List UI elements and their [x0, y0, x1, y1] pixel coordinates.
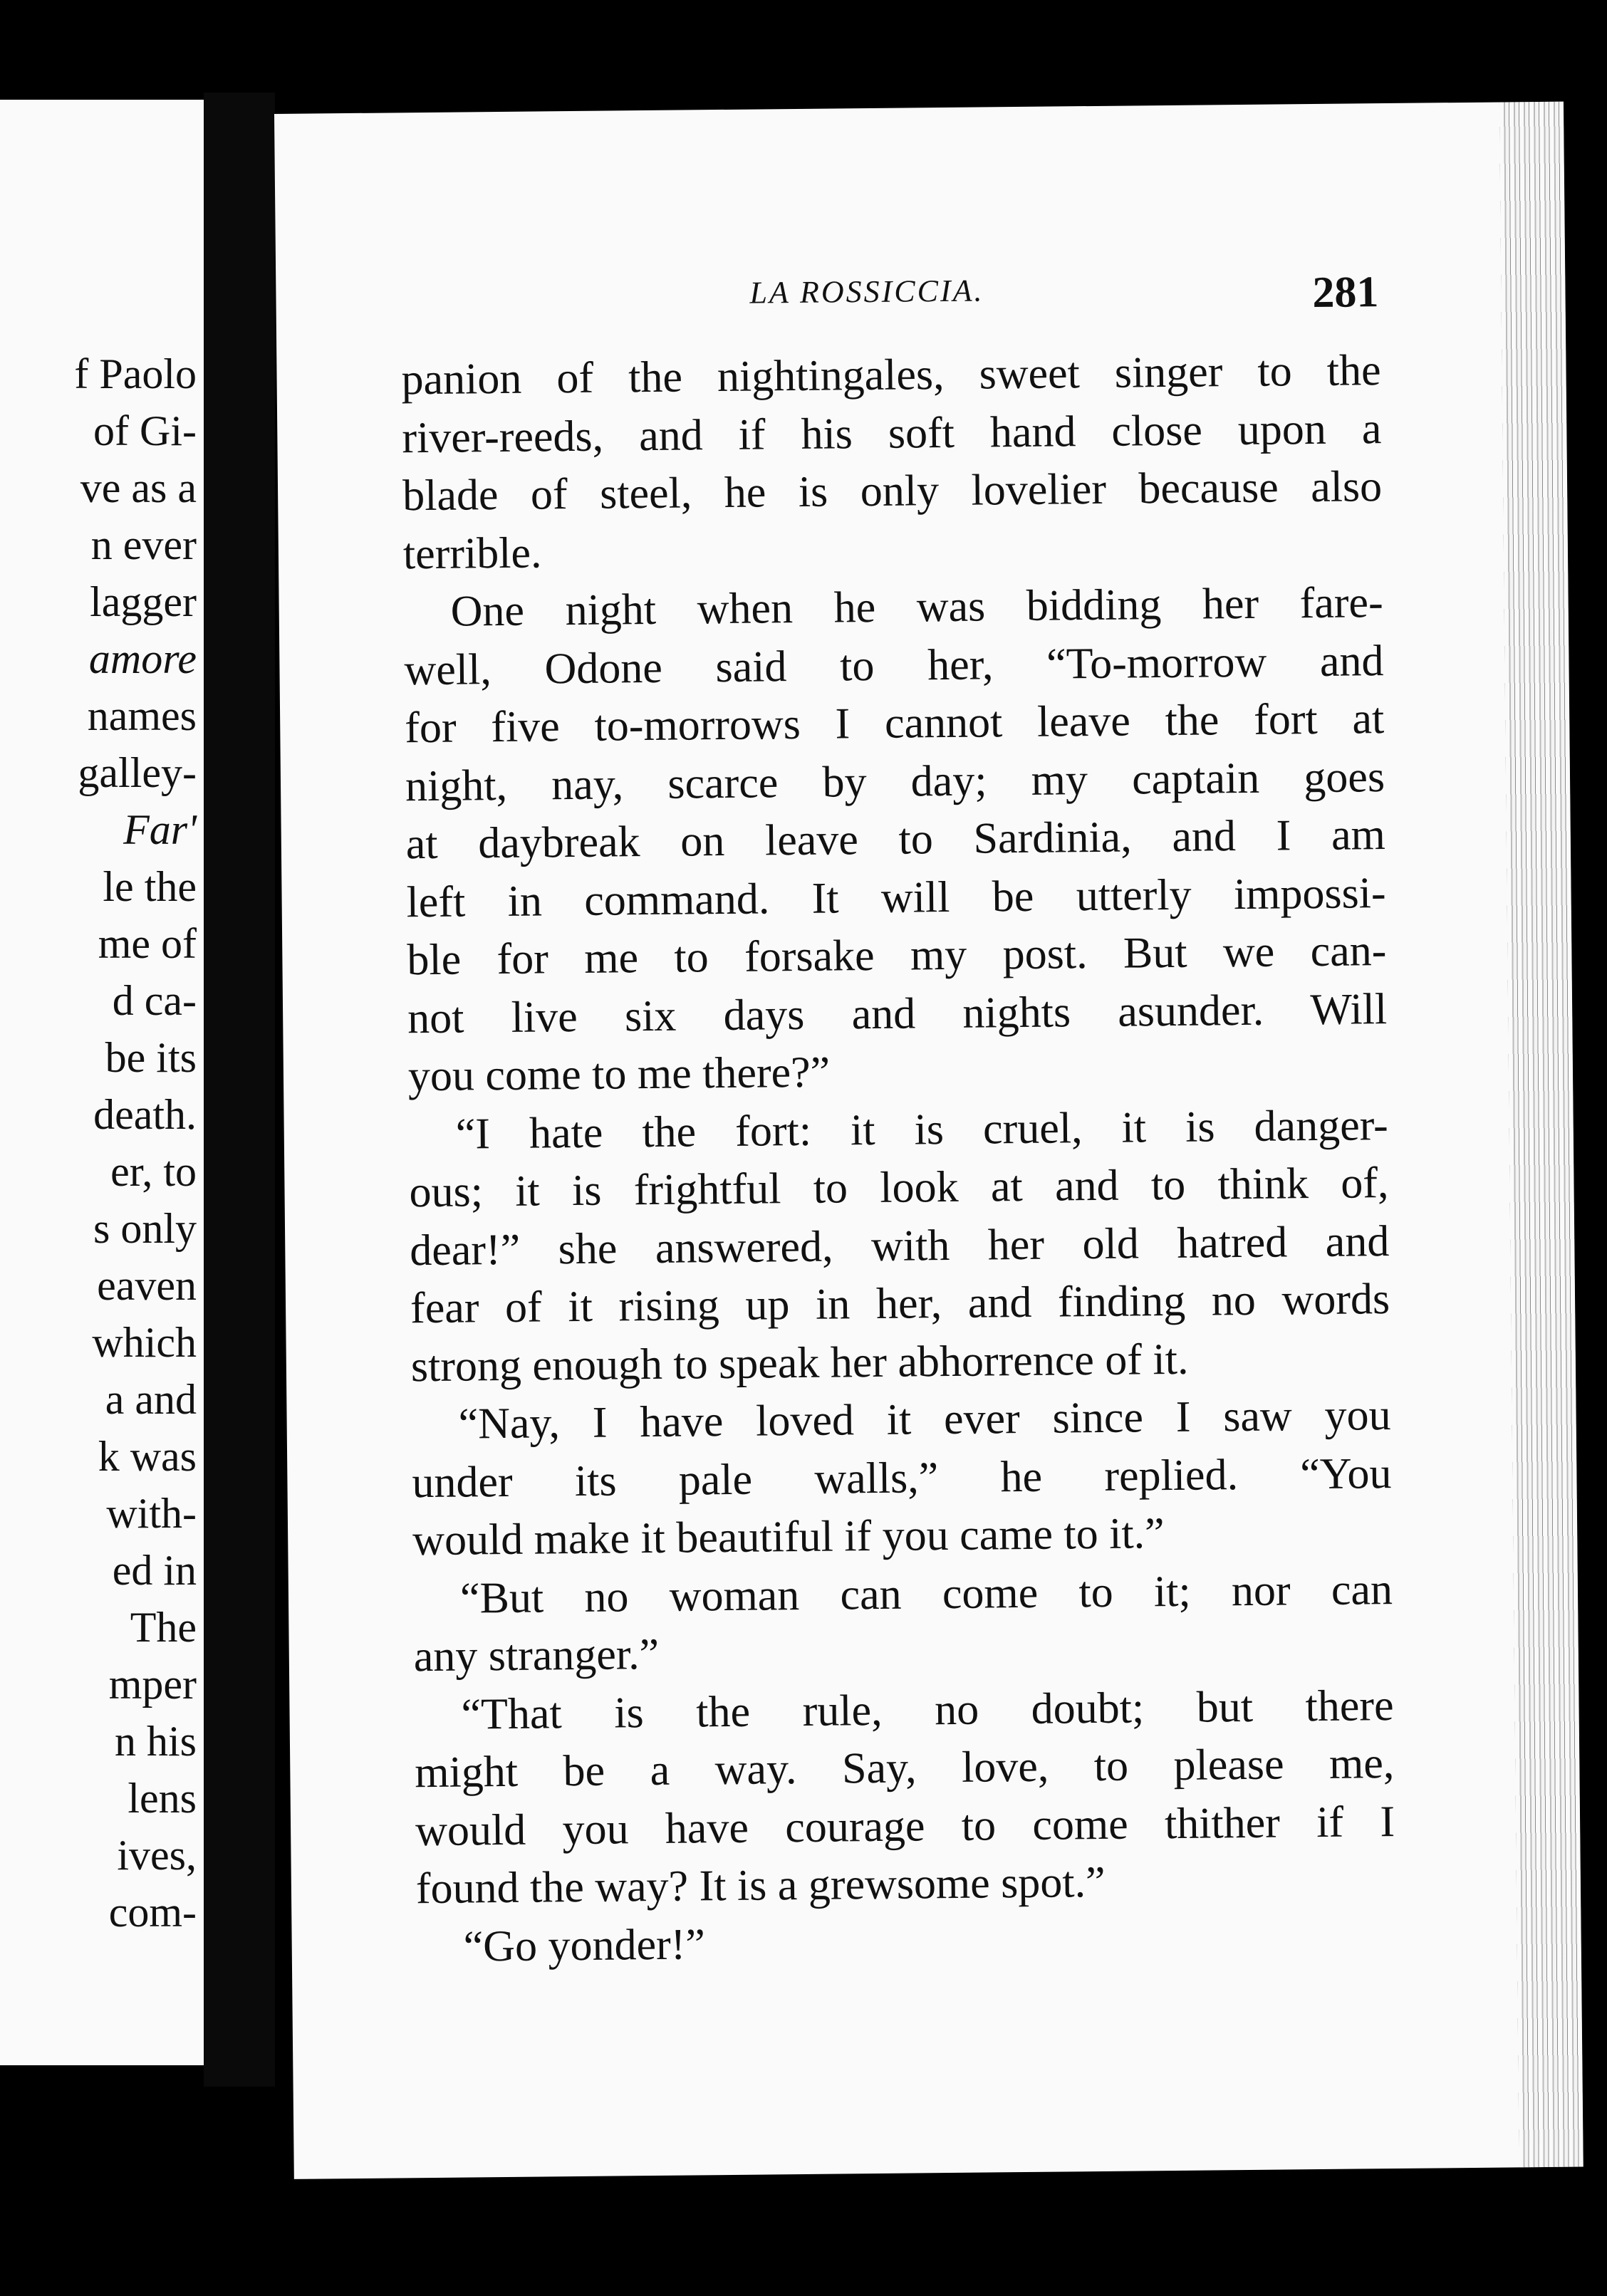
text-line: “I hate the fort: it is cruel, it is danger-: [455, 1100, 1389, 1159]
book-gutter: [204, 93, 275, 2087]
text-line: One night when he was bidding her fare-: [450, 578, 1383, 636]
left-page-line: names: [87, 692, 197, 739]
left-page-line: galley-: [78, 749, 197, 796]
left-page-line: of Gi-: [93, 407, 197, 454]
page-number: 281: [1312, 268, 1379, 318]
text-line: any stranger.”: [413, 1629, 660, 1681]
running-head: LA ROSSICCIA.: [749, 273, 984, 311]
left-page-line: le the: [103, 863, 197, 910]
left-page-line: n ever: [90, 521, 197, 568]
left-page-line: ives,: [117, 1832, 197, 1879]
left-page-line: lagger: [90, 578, 197, 625]
page-edge: [1499, 102, 1583, 2168]
left-page-line: eaven: [97, 1262, 197, 1309]
text-line: terrible.: [402, 528, 542, 578]
text-line: “That is the rule, no doubt; but there: [461, 1681, 1394, 1739]
text-line: would make it beautiful if you came to it.”: [412, 1509, 1165, 1565]
right-page: [274, 102, 1583, 2179]
left-page-line: amore: [88, 635, 197, 682]
text-line: might be a way. Say, love, to please me,: [415, 1739, 1395, 1797]
text-line: you come to me there?”: [407, 1048, 831, 1101]
text-line: night, nay, scarce by day; my captain goes: [405, 752, 1385, 810]
text-line: river-reeds, and if his soft hand close upon a: [402, 404, 1382, 462]
left-page-line: lens: [128, 1775, 197, 1822]
left-page-line: death.: [93, 1091, 197, 1138]
text-line: found the way? It is a grewsome spot.”: [415, 1857, 1106, 1914]
left-page-line: which: [92, 1319, 197, 1366]
left-page-line: ed in: [112, 1547, 197, 1594]
left-page-line: ve as a: [80, 464, 197, 511]
left-page-line: The: [130, 1604, 197, 1651]
text-line: “Go yonder!”: [463, 1919, 706, 1971]
left-page-line: er, to: [110, 1148, 197, 1195]
left-page-text: [74, 345, 197, 1941]
left-page-line: a and: [105, 1376, 197, 1423]
left-page-line: n his: [114, 1718, 197, 1765]
left-page-line: com-: [108, 1889, 197, 1936]
left-page-line: with-: [106, 1490, 197, 1537]
text-line: for five to-morrows I cannot leave the fort at: [404, 694, 1385, 753]
text-line: blade of steel, he is only lovelier because also: [402, 462, 1383, 521]
left-page-line: f Paolo: [74, 350, 197, 397]
left-page: [0, 100, 204, 2065]
left-page-line: k was: [98, 1433, 197, 1480]
left-page-line: be its: [105, 1034, 197, 1081]
left-page-line: s only: [93, 1205, 197, 1252]
text-line: at daybreak on leave to Sardinia, and I am: [405, 810, 1386, 869]
text-line: under its pale walls,” he replied. “You: [412, 1449, 1392, 1507]
text-line: “But no woman can come to it; nor can: [459, 1565, 1393, 1623]
left-page-line: d ca-: [112, 977, 197, 1024]
text-line: ous; it is frightful to look at and to think of,: [409, 1159, 1389, 1217]
left-page-line: mper: [108, 1661, 197, 1708]
text-line: dear!” she answered, with her old hatred and: [410, 1216, 1390, 1275]
left-page-line: Far': [123, 806, 197, 853]
text-line: strong enough to speak her abhorrence of it.: [410, 1335, 1189, 1391]
text-line: left in command. It will be utterly impossi-: [406, 868, 1386, 927]
text-line: ble for me to forsake my post. But we can-: [407, 927, 1387, 985]
text-line: not live six days and nights asunder. Will: [407, 984, 1388, 1043]
text-line: “Nay, I have loved it ever since I saw you: [458, 1391, 1391, 1449]
body-text: [401, 342, 1396, 1976]
text-line: fear of it rising up in her, and finding no words: [410, 1275, 1390, 1333]
text-line: would you have courage to come thither if I: [415, 1797, 1395, 1855]
text-line: well, Odone said to her, “To-morrow and: [404, 636, 1384, 694]
text-line: panion of the nightingales, sweet singer to the: [401, 346, 1381, 405]
left-page-line: me of: [98, 920, 197, 967]
